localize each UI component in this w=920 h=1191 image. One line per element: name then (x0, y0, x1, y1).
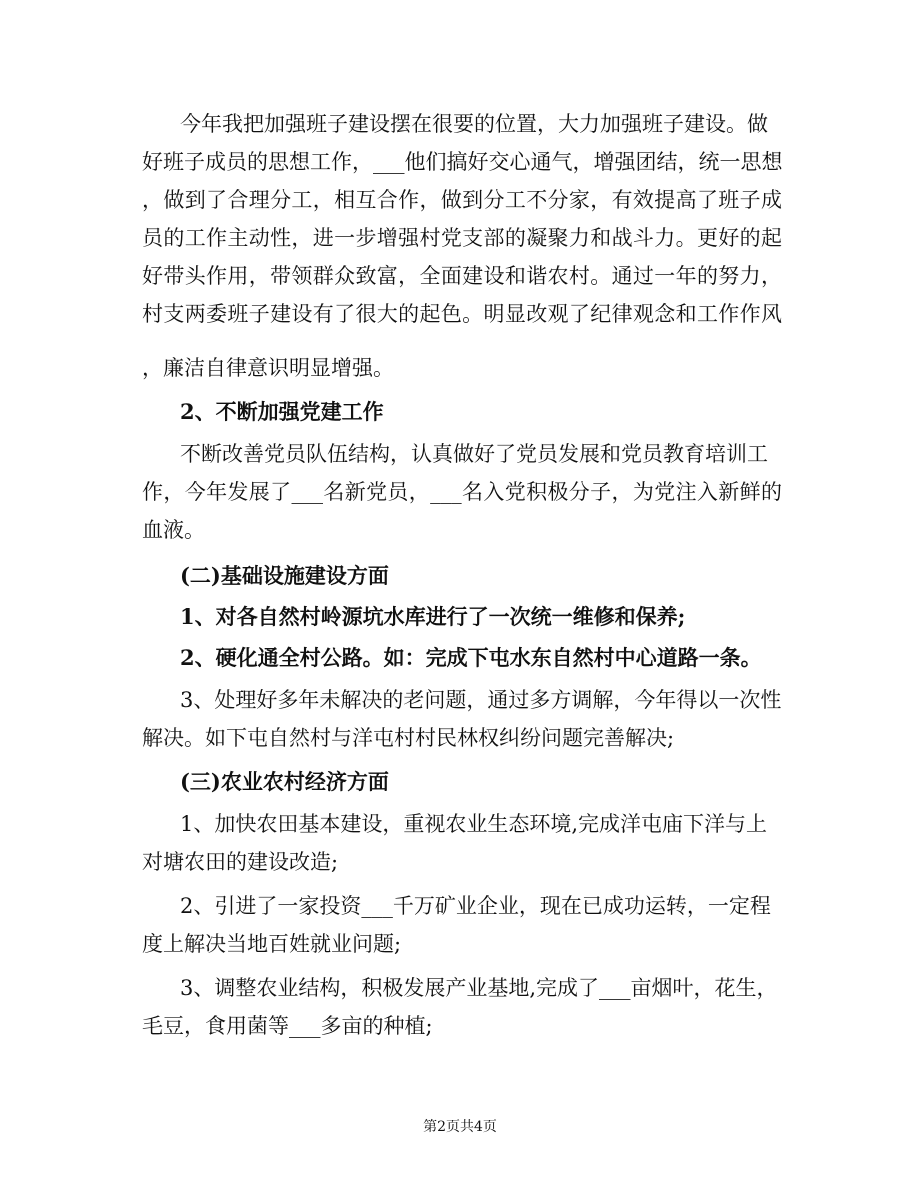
bold-list-item: 2、硬化通全村公路。如：完成下屯水东自然村中心道路一条。 (180, 645, 762, 670)
paragraph-line: 3、调整农业结构，积极发展产业基地,完成了___亩烟叶，花生， (180, 976, 778, 1000)
paragraph-line: 2、引进了一家投资___千万矿业企业，现在已成功运转，一定程 (180, 894, 771, 918)
paragraph-line: 好带头作用，带领群众致富，全面建设和谐农村。通过一年的努力， (142, 264, 782, 288)
paragraph-line: 村支两委班子建设有了很大的起色。明显改观了纪律观念和工作作风 (142, 302, 782, 326)
paragraph-line: 血液。 (142, 518, 205, 542)
paragraph-line: 毛豆，食用菌等___多亩的种植; (142, 1014, 433, 1038)
paragraph-line: 解决。如下屯自然村与洋屯村村民林权纠纷问题完善解决; (142, 726, 675, 750)
paragraph-line: 1、加快农田基本建设，重视农业生态环境,完成洋屯庙下洋与上 (180, 812, 768, 836)
page-number-footer: 第2页共4页 (423, 1119, 497, 1135)
paragraph-line: 度上解决当地百姓就业问题; (142, 932, 402, 956)
paragraph-line: 员的工作主动性，进一步增强村党支部的凝聚力和战斗力。更好的起 (142, 226, 782, 250)
paragraph-line: 今年我把加强班子建设摆在很要的位置，大力加强班子建设。做 (180, 112, 768, 136)
paragraph-line: 好班子成员的思想工作，___他们搞好交心通气，增强团结，统一思想 (142, 150, 783, 174)
bold-list-item: 1、对各自然村岭源坑水库进行了一次统一维修和保养; (180, 604, 686, 629)
paragraph-line: 对塘农田的建设改造; (142, 850, 339, 874)
paragraph-line: 作，今年发展了___名新党员，___名入党积极分子，为党注入新鲜的 (142, 480, 782, 504)
section-heading: (二)基础设施建设方面 (180, 563, 389, 588)
paragraph-line: ，廉洁自律意识明显增强。 (142, 356, 394, 380)
section-heading: 2、不断加强党建工作 (180, 399, 384, 424)
paragraph-line: 3、处理好多年未解决的老问题，通过多方调解，今年得以一次性 (180, 688, 782, 712)
section-heading: (三)农业农村经济方面 (180, 769, 389, 794)
paragraph-line: 不断改善党员队伍结构，认真做好了党员发展和党员教育培训工 (180, 442, 768, 466)
paragraph-line: ，做到了合理分工，相互合作，做到分工不分家，有效提高了班子成 (142, 188, 782, 212)
